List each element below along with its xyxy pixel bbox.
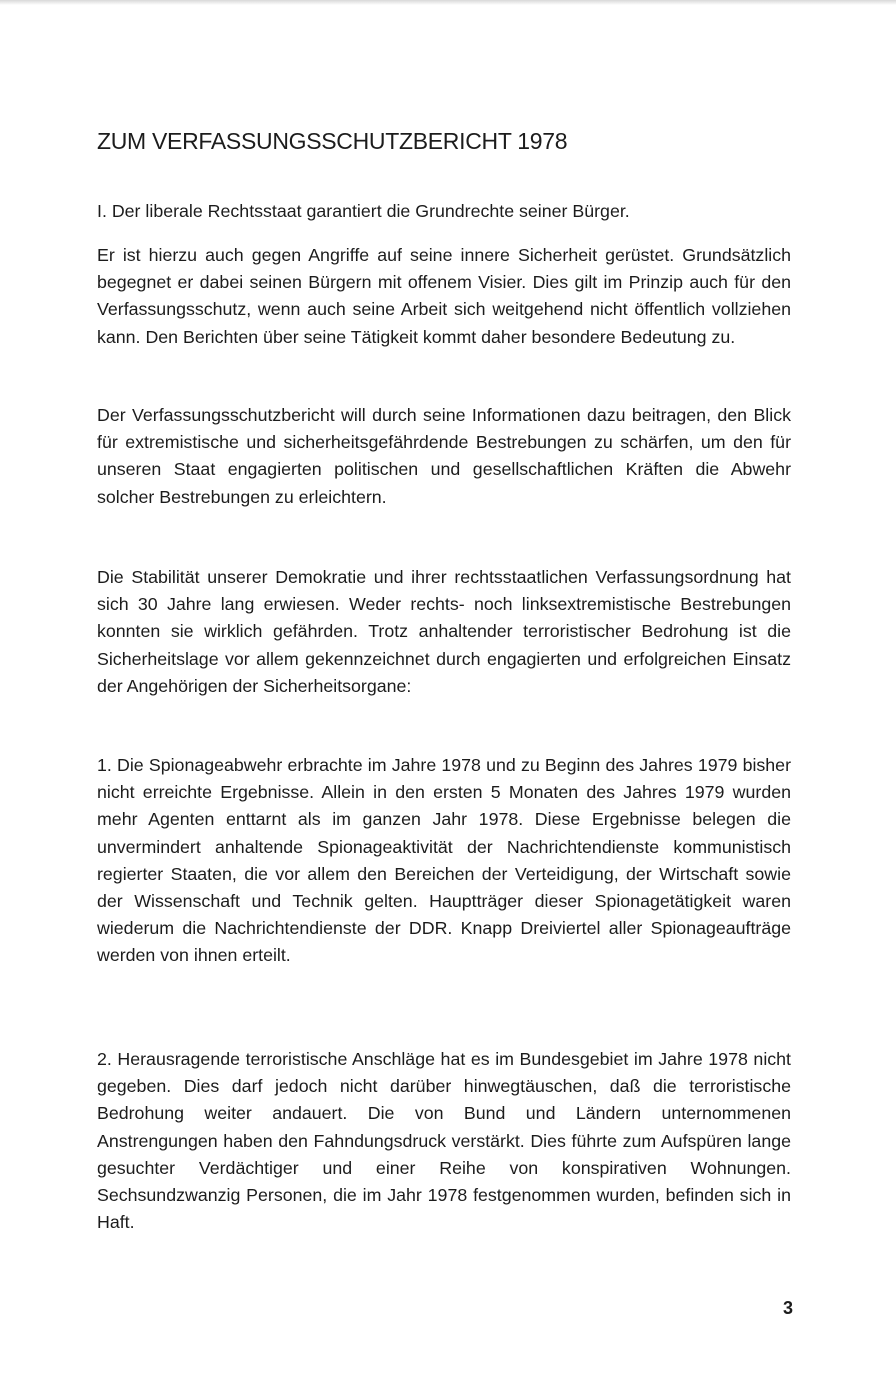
paragraph-security: Er ist hierzu auch gegen Angriffe auf seine innere Sicherheit gerüstet. Grundsätzlich begegnet er dabei seinen Bürgern mit offenem Visier. Dies gilt im Prinzip auch für den Verfassungsschutz, wenn auch seine Arbeit sich weitgehend nicht öffentlich vollziehen kann. Den Berichten über seine Tätigkeit kommt daher besondere Bedeutung zu. (97, 245, 791, 347)
page-title: ZUM VERFASSUNGSSCHUTZBERICHT 1978 (97, 128, 568, 154)
paragraph-stability: Die Stabilität unserer Demokratie und ihrer rechtsstaatlichen Verfassungsordnung hat sich 30 Jahre lang erwiesen. Weder rechts- noch linksextremistische Bestrebungen konnten sie wirklich gefährden. Trotz anhaltender terroristischer Bedrohung ist die Sicherheitslage vor allem gekennzeichnet durch engagierten und erfolgreichen Einsatz der Angehörigen der Sicherheitsorgane: (97, 567, 791, 696)
paragraph-terrorism: 2. Herausragende terroristische Anschläge hat es im Bundesgebiet im Jahre 1978 nicht gegeben. Dies darf jedoch nicht darüber hinwegtäuschen, daß die terroristische Bedrohung weiter andauert. Die von Bund und Ländern unternommenen Anstrengungen haben den Fahndungsdruck verstärkt. Dies führte zum Aufspüren lange gesuchter Verdächtiger und einer Reihe von konspirativen Wohnungen. Sechsundzwanzig Personen, die im Jahr 1978 festgenommen wurden, befinden sich in Haft. (97, 1049, 791, 1233)
paragraph-intro: I. Der liberale Rechtsstaat garantiert die Grundrechte seiner Bürger. (97, 201, 630, 221)
page-top-edge (0, 0, 896, 5)
paragraph-counterespionage: 1. Die Spionageabwehr erbrachte im Jahre 1978 und zu Beginn des Jahres 1979 bisher nicht erreichte Ergebnisse. Allein in den ersten 5 Monaten des Jahres 1979 wurden mehr Agenten enttarnt als im ganzen Jahr 1978. Diese Ergebnisse belegen die unvermindert anhaltende Spionageaktivität der Nachrichtendienste kommunistisch regierter Staaten, die vor allem den Bereichen der Verteidigung, der Wirtschaft sowie der Wissenschaft und Technik gelten. Hauptträger dieser Spionagetätigkeit waren wiederum die Nachrichtendienste der DDR. Knapp Dreiviertel aller Spionageaufträge werden von ihnen erteilt. (97, 755, 791, 966)
paragraph-report-purpose: Der Verfassungsschutzbericht will durch seine Informationen dazu beitragen, den Blick für extremistische und sicherheitsgefährdende Bestrebungen zu schärfen, um den für unseren Staat engagierten politischen und gesellschaftlichen Kräften die Abwehr solcher Bestrebungen zu erleichtern. (97, 405, 791, 507)
page-number: 3 (782, 1298, 793, 1318)
